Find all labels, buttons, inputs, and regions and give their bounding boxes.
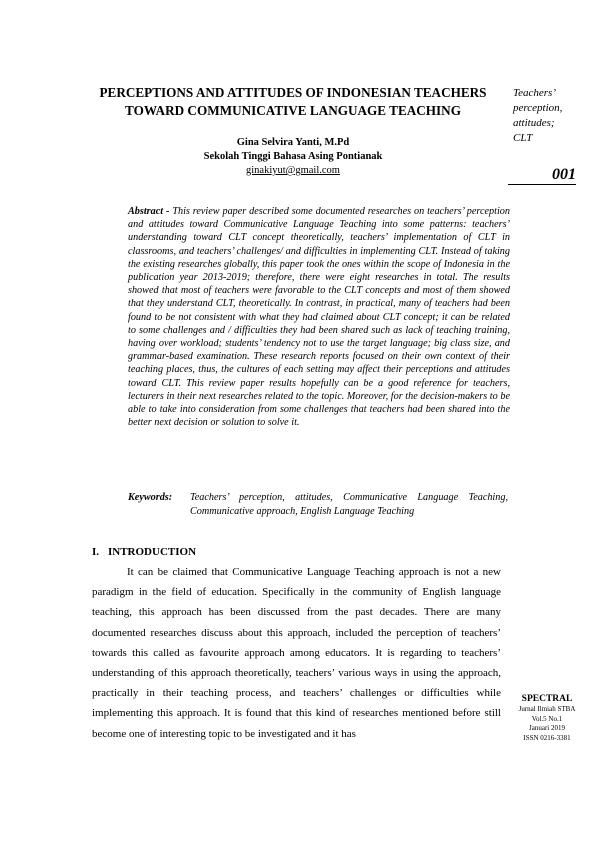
body-paragraph: It can be claimed that Communicative Language Teaching approach is not a new paradigm in the field of education. Specifically in the community of English language teaching, this approach has been discussed from the past decades. There are many documented researches discuss about this approach, included the perception of teachers’ towards this called as favourite approach among educators. It is regarding to teachers’ understanding of this approach theoretically, teachers’ various ways in using the approach, practically in their teaching process, and teachers’ challenges or difficulties while implementing this approach. It is found that this kind of researches mentioned before still become one of interesting topic to be investigated and it has	[92, 566, 501, 740]
paper-title	[84, 84, 502, 120]
abstract-text: This review paper described some documented researches on teachers’ perception and attitudes toward Communicative Language Teaching into some patterns: teachers’ understanding toward CLT concept theoretically, teachers’ implementation of CLT in classrooms, and teachers’ challenges/ and difficulties in implementing CLT. Instead of taking the existing researches globally, this paper took the ones within the scope of Indonesia in the publication year 2013-2019; therefore, there were eight researches in total. The results showed that most of teachers were favorable to the CLT concepts and most of them showed that they understand CLT, theoretically. In contrast, in practical, many of teachers had been found to be not consistent with what they had claimed about CLT concept; it can be related to some challenges and / difficulties they had been shared such as lack of teaching training, having over workload; students’ tendency not to use the target language; big class size, and grammar-based examination. These research reports focused on their own context of their teaching places, thus, the cultures of each setting may affect their perceptions and attitudes toward CLT. This review paper results hopefully can be a good reference for teachers, lecturers in their next researches related to the topic. Moreover, for the decision-makers to be able to take into consideration from some challenges that teachers had been shared into the better next decision or solution to solve it.	[128, 206, 510, 429]
body-text	[92, 562, 501, 744]
abstract-label: Abstract -	[128, 206, 170, 217]
author-email[interactable]: ginakiyut@gmail.com	[246, 165, 340, 176]
author-name: Gina Selvira Yanti, M.Pd	[236, 137, 350, 148]
journal-subtitle: Jurnal Ilmiah STBA	[518, 705, 576, 713]
section-number: I.	[92, 546, 100, 558]
margin-note-line: Teachers’	[513, 87, 556, 99]
keywords-label: Keywords:	[128, 492, 173, 503]
journal-volume: Vol.5 No.1	[531, 714, 563, 723]
page-number: 001	[508, 166, 576, 185]
title-line-1: PERCEPTIONS AND ATTITUDES OF INDONESIAN TEACHERS	[99, 85, 487, 100]
margin-note-line: attitudes;	[513, 117, 555, 129]
margin-note-line: perception,	[513, 102, 563, 114]
keywords	[128, 491, 510, 519]
author-block	[140, 136, 446, 178]
section-title: INTRODUCTION	[108, 546, 197, 558]
abstract	[128, 205, 510, 429]
margin-note-line: CLT	[513, 132, 533, 144]
author-institution: Sekolah Tinggi Bahasa Asing Pontianak	[203, 151, 383, 162]
journal-date: Januari 2019	[529, 724, 565, 733]
journal-info	[514, 693, 580, 743]
title-line-2: TOWARD COMMUNICATIVE LANGUAGE TEACHING	[125, 103, 461, 118]
margin-note	[513, 86, 583, 146]
journal-name: SPECTRAL	[521, 694, 573, 704]
keywords-text: Teachers’ perception, attitudes, Communicative Language Teaching, Communicative approach, English Language Teaching	[190, 492, 508, 517]
journal-issn: ISSN 0216-3381	[523, 733, 571, 742]
